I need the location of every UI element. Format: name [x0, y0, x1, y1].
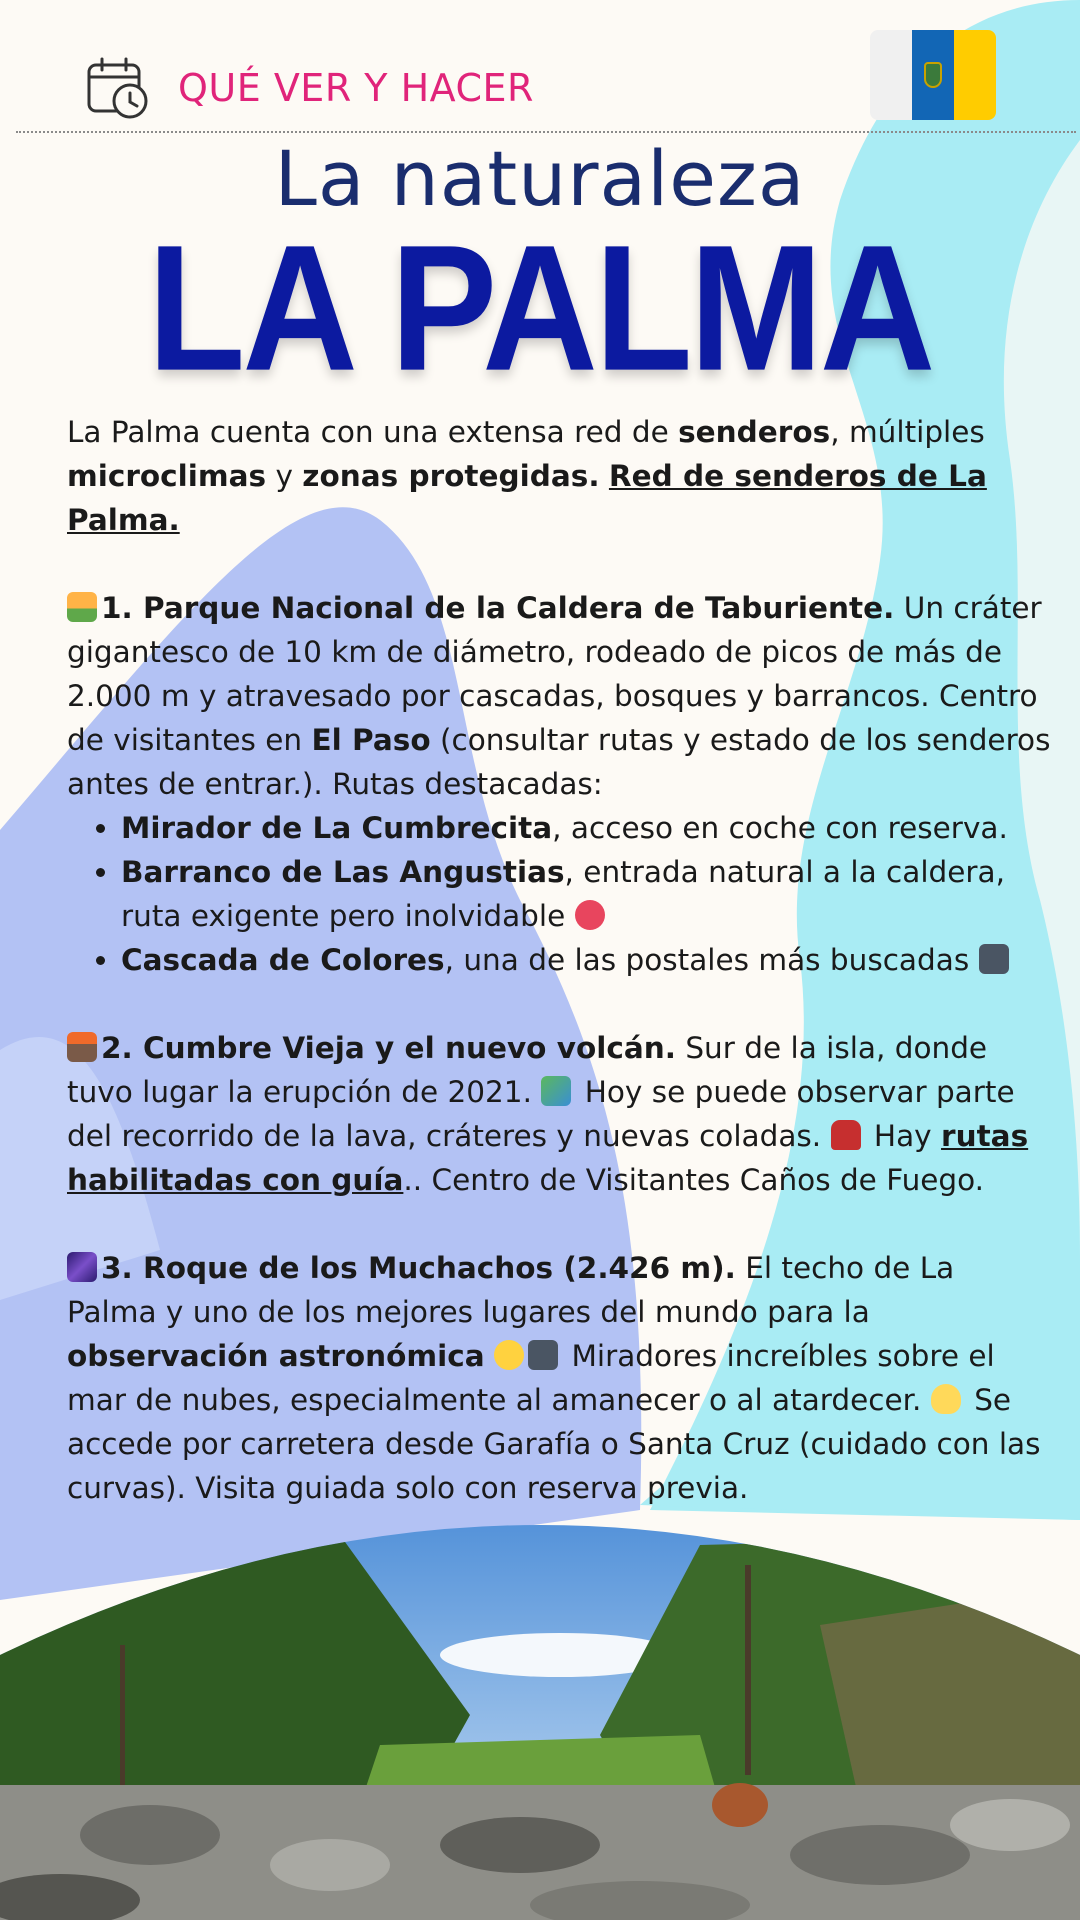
section-3-paragraph	[67, 1246, 1052, 1510]
route-text: , entrada natural a la caldera, ruta exigente pero inolvidable	[121, 855, 1005, 933]
page-title: LA PALMA	[147, 207, 933, 408]
section-1-heading: 1. Parque Nacional de la Caldera de Taburiente.	[101, 591, 895, 625]
section-title: QUÉ VER Y HACER	[178, 66, 534, 110]
section-2-text: .. Centro de Visitantes Caños de Fuego.	[403, 1163, 985, 1197]
section-3-text: El techo de La Palma y uno de los mejores lugares del mundo para la	[67, 1251, 955, 1329]
intro-bold: senderos	[678, 415, 831, 449]
sparkles-icon	[494, 1340, 524, 1370]
trail-network-link[interactable]: Red de senderos de La Palma.	[67, 459, 987, 537]
section-2-text: Hoy se puede observar parte del recorrido de la lava, cráteres y nuevas coladas.	[67, 1075, 1015, 1153]
intro-text: , múltiples	[830, 415, 985, 449]
section-1-bold: El Paso	[311, 723, 431, 757]
light-bulb-icon	[931, 1384, 961, 1414]
section-3-text: Miradores increíbles sobre el mar de nubes, especialmente al amanecer o al atardecer.	[67, 1339, 995, 1417]
section-3-bold: observación astronómica	[67, 1339, 485, 1373]
section-1-paragraph	[67, 586, 1052, 806]
camera-icon	[528, 1340, 558, 1370]
section-2-paragraph	[67, 1026, 1052, 1202]
route-name: Cascada de Colores	[121, 943, 445, 977]
calendar-clock-icon	[86, 55, 150, 119]
sunrise-over-mountains-icon	[67, 592, 97, 622]
caldera-landscape-photo	[0, 1505, 1080, 1920]
crest-icon	[924, 62, 942, 88]
hot-face-icon	[575, 900, 605, 930]
route-name: Mirador de La Cumbrecita	[121, 811, 553, 845]
section-3-heading: 3. Roque de los Muchachos (2.426 m).	[101, 1251, 736, 1285]
routes-list	[67, 806, 1052, 982]
section-2-heading: 2. Cumbre Vieja y el nuevo volcán.	[101, 1031, 676, 1065]
backpack-icon	[831, 1120, 861, 1150]
camera-icon	[979, 944, 1009, 974]
volcano-icon	[67, 1032, 97, 1062]
intro-text	[600, 459, 609, 493]
section-2-text: Hay	[864, 1119, 942, 1153]
list-item	[121, 850, 1052, 938]
section-1-text: (consultar rutas y estado de los senderos antes de entrar.). Rutas destacadas:	[67, 723, 1051, 801]
list-item	[121, 938, 1052, 982]
route-text: , una de las postales más buscadas	[444, 943, 970, 977]
route-text: , acceso en coche con reserva.	[552, 811, 1008, 845]
intro-bold: microclimas	[67, 459, 267, 493]
divider	[16, 131, 1076, 133]
intro-text: y	[266, 459, 303, 493]
article-body	[67, 410, 1052, 1510]
section-2-text: Sur de la isla, donde tuvo lugar la erupción de 2021.	[67, 1031, 988, 1109]
section-3-text: Se accede por carretera desde Garafía o Santa Cruz (cuidado con las curvas). Visita guiada solo con reserva previa.	[67, 1383, 1041, 1505]
intro-text: La Palma cuenta con una extensa red de	[67, 415, 679, 449]
intro-paragraph	[67, 410, 1052, 542]
guided-routes-link[interactable]: rutas habilitadas con guía	[67, 1119, 1029, 1197]
page-subtitle: La naturaleza	[274, 134, 806, 223]
milky-way-icon	[67, 1252, 97, 1282]
map-icon	[541, 1076, 571, 1106]
intro-bold: zonas protegidas.	[302, 459, 600, 493]
section-1-text: Un cráter gigantesco de 10 km de diámetro, rodeado de picos de más de 2.000 m y atravesado por cascadas, bosques y barrancos. Centro de visitantes en	[67, 591, 1042, 757]
canary-islands-flag	[870, 30, 996, 120]
route-name: Barranco de Las Angustias	[121, 855, 565, 889]
list-item	[121, 806, 1052, 850]
header	[0, 0, 1080, 132]
